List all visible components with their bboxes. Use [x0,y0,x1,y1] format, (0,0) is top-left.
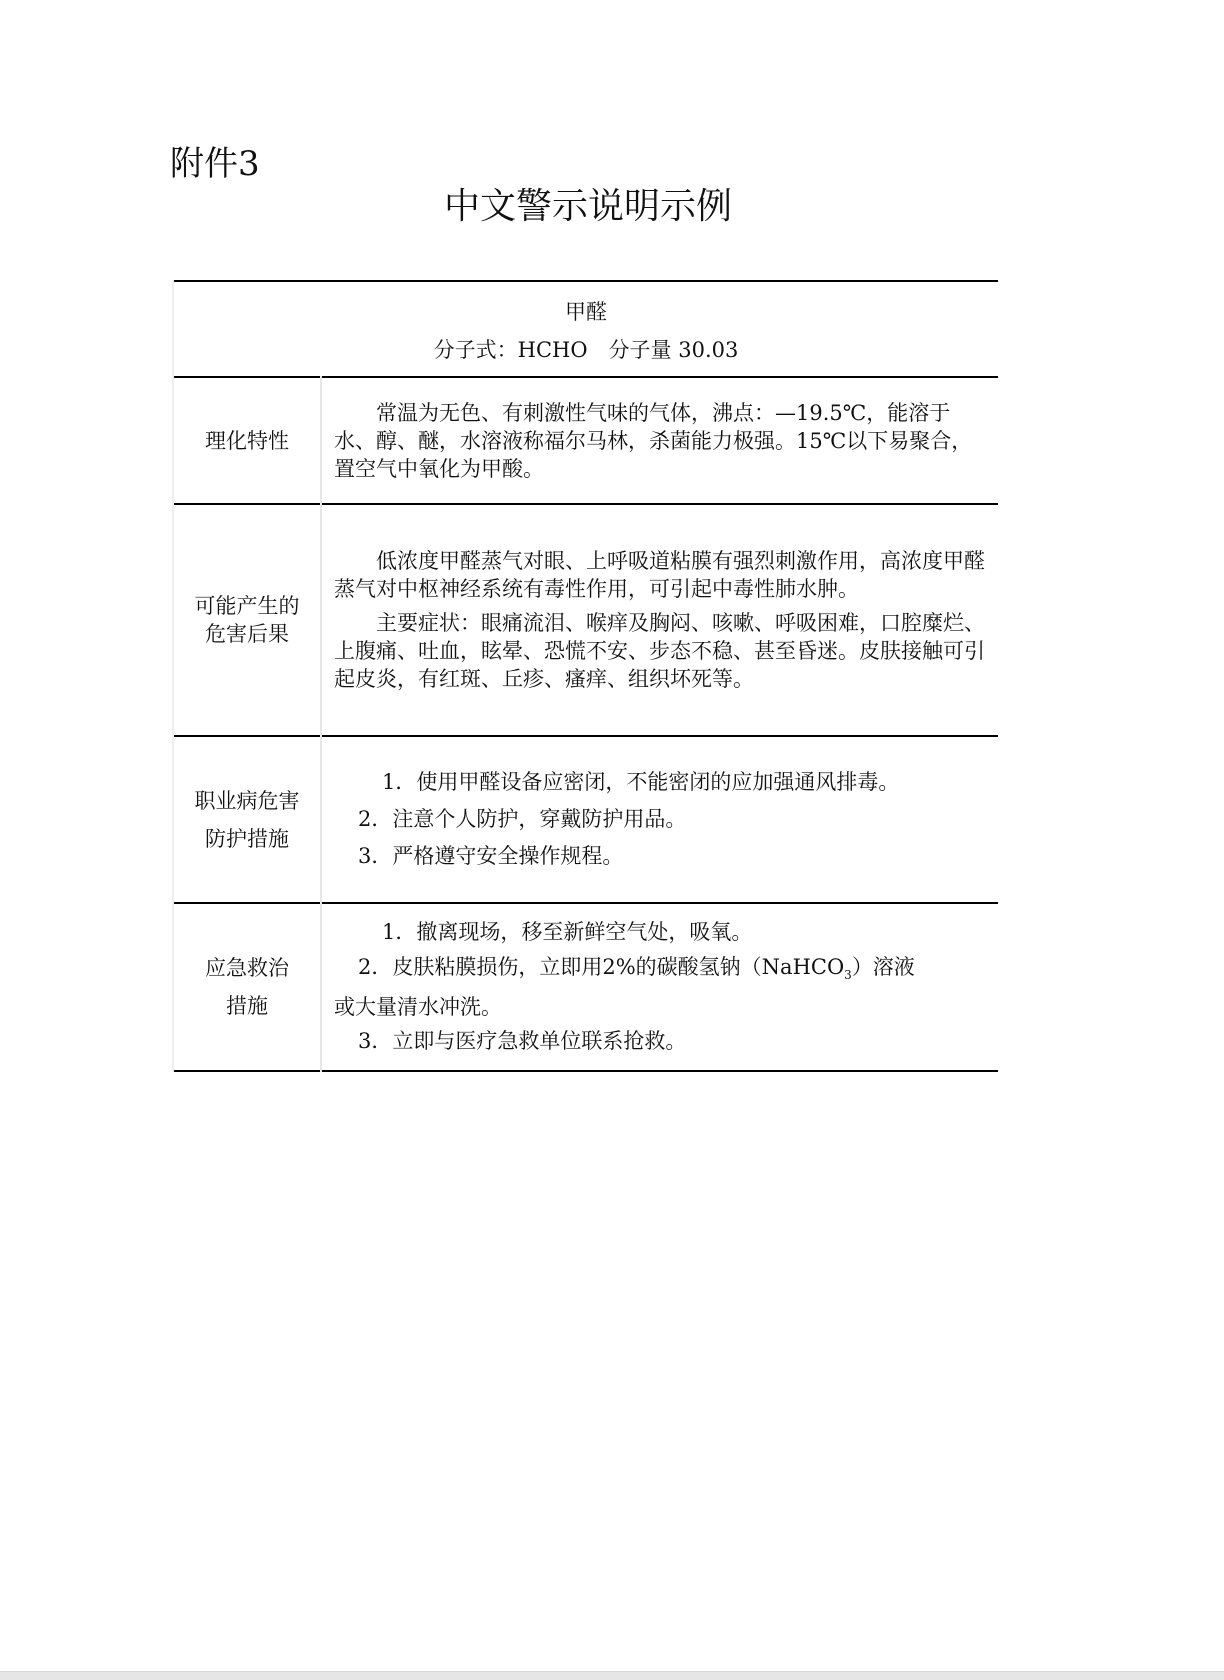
list-item: 3．立即与医疗急救单位联系抢救。 [358,1029,687,1054]
subscript: 3 [844,968,852,983]
paragraph: 主要症状：眼痛流泪、喉痒及胸闷、咳嗽、呼吸困难，口腔糜烂、上腹痛、吐血，眩晕、恐慌不安、步态不稳、甚至昏迷。皮肤接触可引起皮炎，有红斑、丘疹、瘙痒、组织坏死等。 [334,611,985,691]
paragraph: 常温为无色、有刺激性气味的气体，沸点：—19.5℃，能溶于水、醇、醚，水溶液称福尔马林，杀菌能力极强。15℃以下易聚合，置空气中氧化为甲酸。 [334,400,973,481]
warning-table [172,280,998,1072]
substance-header [173,281,998,377]
list-item: 1．使用甲醛设备应密闭，不能密闭的应加强通风排毒。 [382,770,900,794]
table-row [173,903,998,1071]
list-item [334,951,988,991]
list-item-text: 2．皮肤粘膜损伤，立即用2%的碳酸氢钠（NaHCO [358,955,845,979]
list-item: 2．注意个人防护，穿戴防护用品。 [358,807,687,831]
formula-line: 分子式：HCHO 分子量 30.03 [433,338,739,362]
row-label-hazards [173,504,321,736]
list-item: 3．严格遵守安全操作规程。 [358,844,624,868]
attachment-label: 附件3 [170,144,260,184]
row-content-properties [321,377,998,504]
substance-name: 甲醛 [565,300,607,324]
label-line: 应急救治 [205,956,289,981]
row-content-protection [321,736,998,903]
table-row [173,377,998,504]
table-row [173,736,998,903]
label-line: 措施 [226,994,268,1019]
row-label-emergency [173,903,321,1071]
list-item-text: ）溶液 [851,955,915,979]
list-item-continuation: 或大量清水冲洗。 [334,995,502,1020]
row-content-emergency [321,903,998,1071]
page-title: 中文警示说明示例 [443,186,732,227]
list-item: 1．撤离现场，移至新鲜空气处，吸氧。 [382,920,753,944]
row-label-properties: 理化特性 [173,377,321,504]
horizontal-scrollbar[interactable] [0,1671,1224,1680]
label-line: 职业病危害 [194,788,300,813]
label-line: 危害后果 [205,622,289,646]
table-row [173,504,998,736]
row-content-hazards [321,504,998,736]
row-label-protection [173,736,321,903]
label-line: 可能产生的 [194,594,300,618]
label-line: 防护措施 [205,826,289,851]
paragraph: 低浓度甲醛蒸气对眼、上呼吸道粘膜有强烈刺激作用，高浓度甲醛蒸气对中枢神经系统有毒性作用，可引起中毒性肺水肿。 [334,549,985,601]
table-header-row [173,281,998,377]
